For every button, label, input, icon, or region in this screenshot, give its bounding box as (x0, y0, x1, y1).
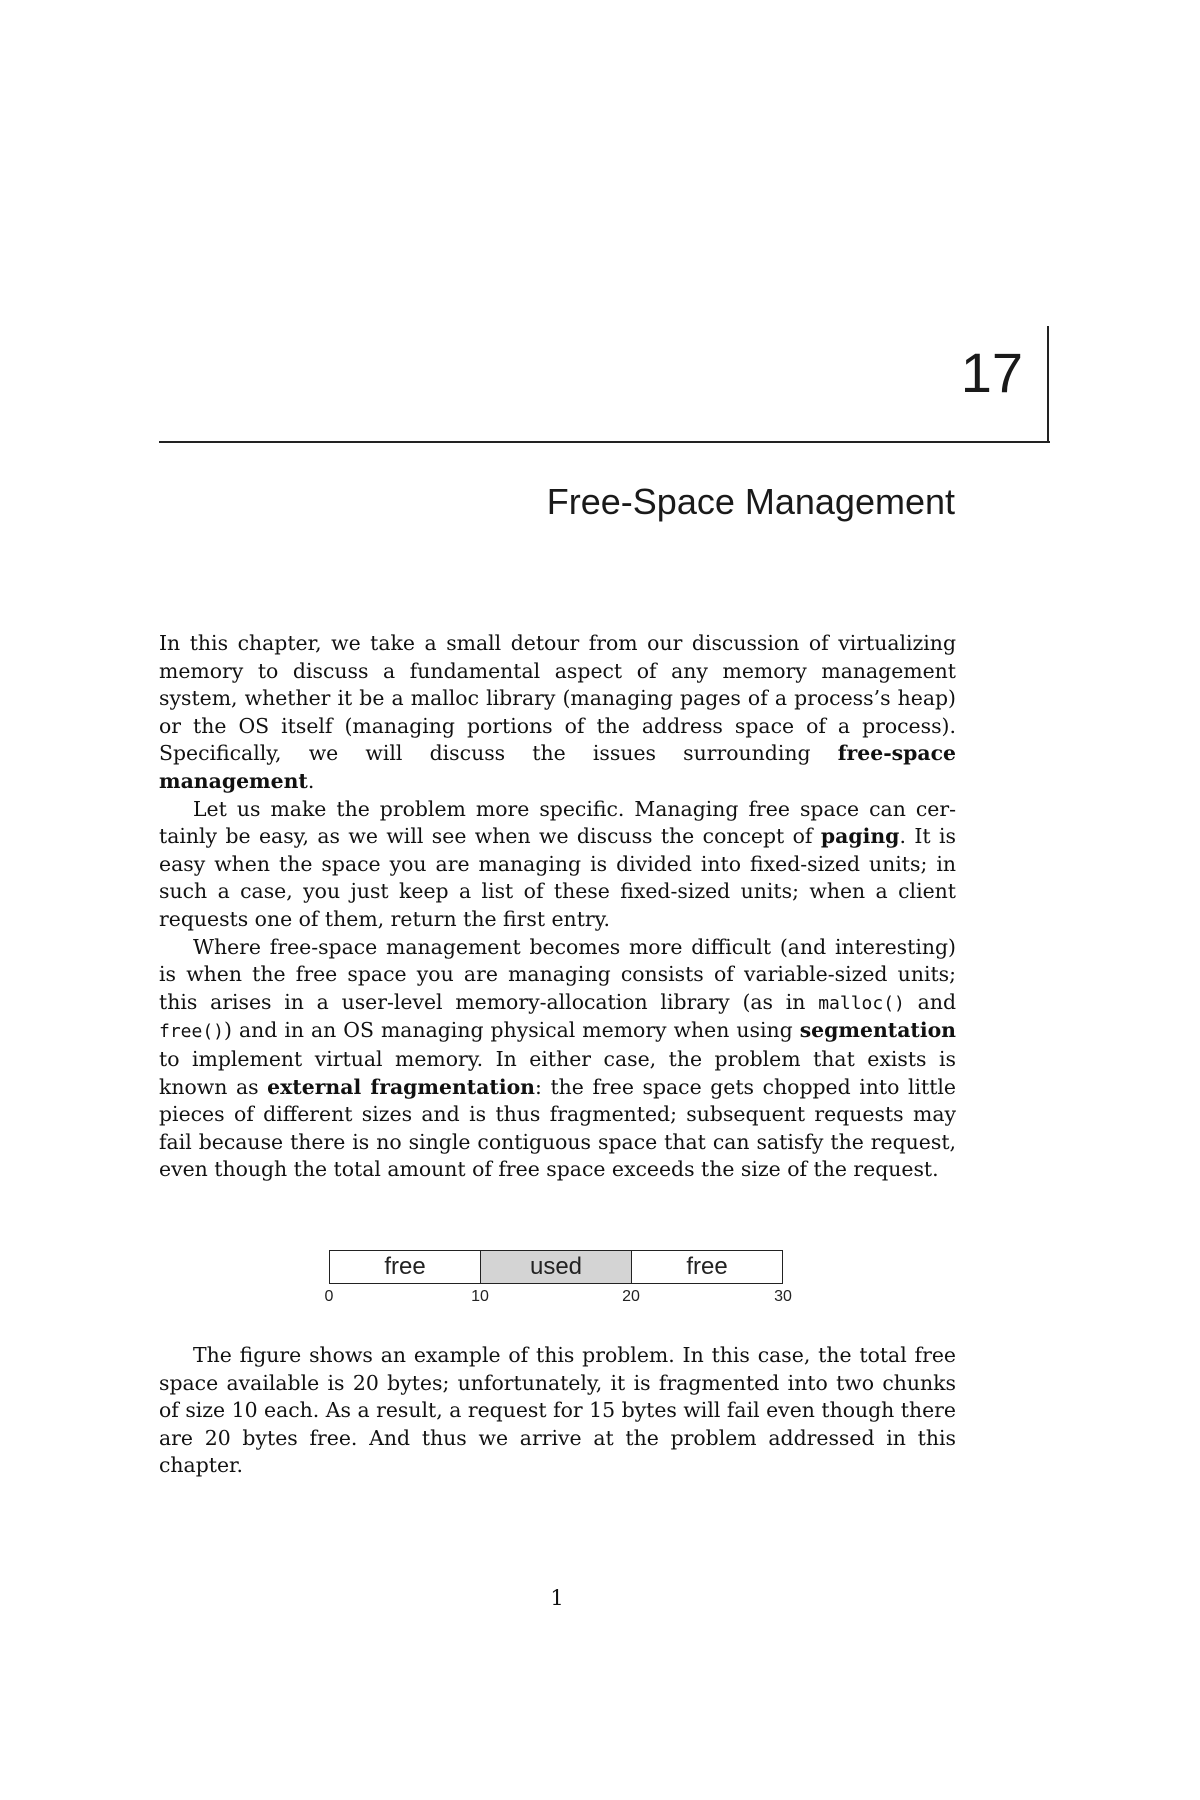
page-number: 1 (550, 1586, 564, 1610)
tick-label-30: 30 (774, 1288, 792, 1305)
chapter-title: Free-Space Management (546, 481, 955, 522)
paragraph-difficult-end: : the free space gets chopped into little pieces of different sizes and is thus fragmented; subsequent requests may fail because there is no single contiguous space that can satisfy the request, even though the total amount of free space exceeds the size of the request. (159, 1074, 957, 1182)
paragraph-difficult-either: to implement virtual memory. In either case, the problem that exists is known as (159, 1046, 956, 1099)
term-paging: paging (820, 824, 900, 849)
paragraph-specific (159, 796, 956, 934)
header-rule-horizontal (159, 441, 1050, 443)
paragraph-difficult-and: and (904, 989, 957, 1014)
paragraph-intro-text: In this chapter, we take a small detour from our discussion of virtualizing memory to discuss a fundamental aspect of any memory management system, whether it be a malloc library (managing pages of a process’s heap) or the OS itself (managing portions of the address space of a process). Specifically, we will discuss the issues surrounding (159, 631, 956, 766)
fragmentation-figure (324, 1250, 792, 1306)
paragraph-specific-end: . It is easy when the space you are managing is divided into fixed-sized units; in such a case, you just keep a list of these fixed-sized units; when a client requests one of them, return the first entry. (159, 824, 956, 931)
tick-label-10: 10 (471, 1288, 489, 1305)
term-free-space-management: free-space management (159, 741, 956, 793)
header-rule-vertical (1047, 326, 1049, 443)
segment-free-2: free (631, 1251, 782, 1283)
paragraph-difficult-os: ) and in an OS managing physical memory when using (224, 1018, 800, 1043)
paragraph-difficult (159, 934, 956, 1184)
code-malloc: malloc() (818, 992, 905, 1014)
term-external-fragmentation: external fragmentation (267, 1074, 536, 1099)
paragraph-intro (159, 630, 956, 796)
body-text-lower (159, 1342, 956, 1480)
paragraph-figure-explanation: The figure shows an example of this problem. In this case, the total free space available is 20 bytes; unfortunately, it is fragmented into two chunks of size 10 each. As a result, a request for 15 bytes will fail even though there are 20 bytes free. And thus we arrive at the problem addressed in this chapter. (159, 1343, 956, 1478)
paragraph-difficult-text: Where free-space management becomes more difficult (and interesting) is when the free space you are managing consists of variable-sized units; this arises in a user-level memory-allocation library (as in (159, 934, 956, 1014)
chapter-number: 17 (960, 341, 1023, 404)
body-text (159, 630, 956, 1184)
code-free: free() (159, 1021, 225, 1043)
term-segmentation: segmentation (799, 1018, 956, 1043)
segment-free-1: free (384, 1253, 426, 1280)
segment-used: used (480, 1251, 631, 1283)
memory-bar (329, 1250, 783, 1284)
paragraph-intro-end: . (307, 768, 315, 793)
tick-label-20: 20 (622, 1288, 640, 1305)
tick-label-0: 0 (324, 1288, 334, 1305)
paragraph-specific-text: Let us make the problem more specific. Managing free space can certainly be easy, as we will see when we discuss the concept of (159, 796, 956, 849)
